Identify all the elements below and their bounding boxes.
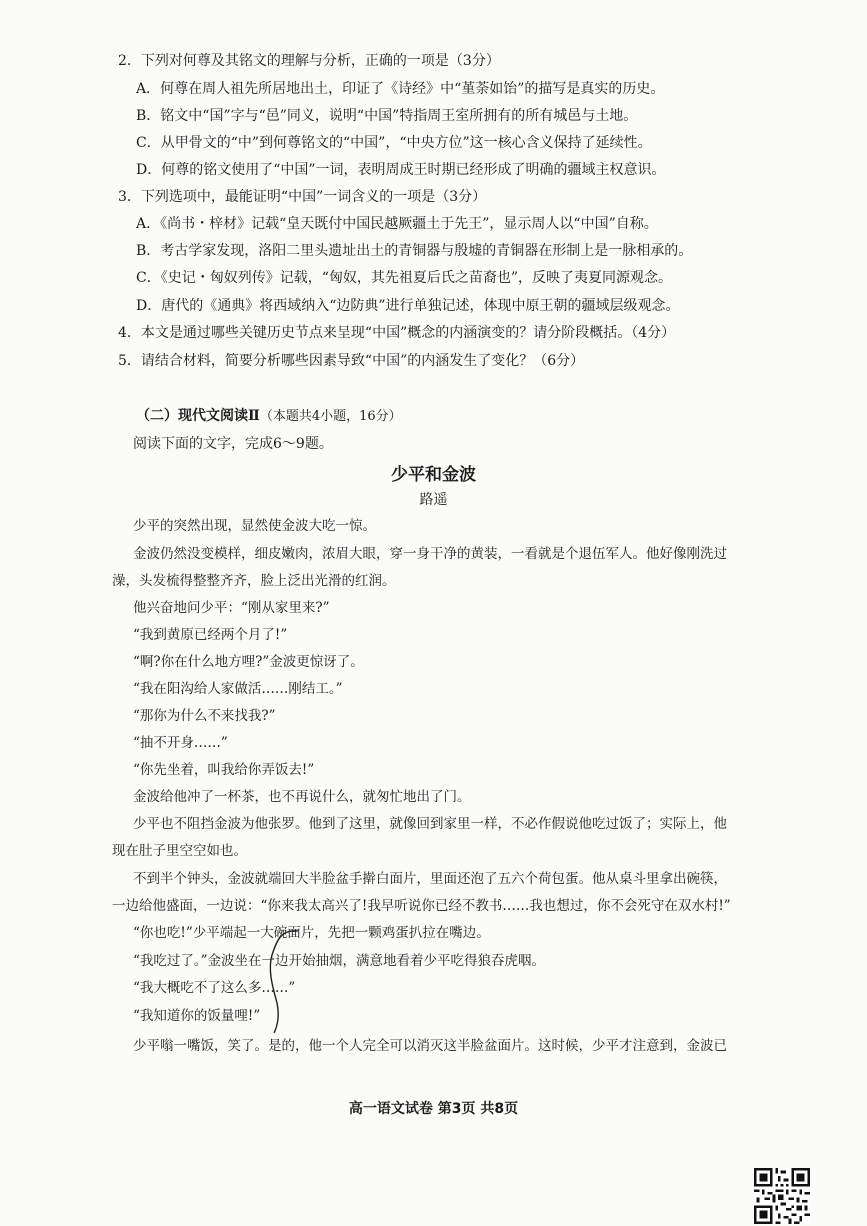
question-3-option-d: D．唐代的《通典》将西域纳入“边防典”进行单独记述，体现中原王朝的疆域层级观念。	[136, 298, 680, 314]
question-5-stem: 5．请结合材料，简要分析哪些因素导致“中国”的内涵发生了变化？（6分）	[118, 353, 585, 369]
section-instruction: 阅读下面的文字，完成6～9题。	[133, 436, 333, 452]
article-line: “你先坐着，叫我给你弄饭去!”	[133, 762, 315, 778]
question-3-option-c: C．《史记・匈奴列传》记载，“匈奴，其先祖夏后氏之苗裔也”，反映了夷夏同源观念。	[136, 270, 673, 286]
pen-mark	[250, 925, 310, 1035]
article-author: 路遥	[419, 492, 448, 508]
article-line: “我到黄原已经两个月了!”	[133, 627, 288, 643]
article-line: 少平也不阻挡金波为他张罗。他到了这里，就像回到家里一样，不必作假说他吃过饭了；实际上，他	[133, 816, 727, 832]
question-4-stem: 4．本文是通过哪些关键历史节点来呈现“中国”概念的内涵演变的？请分阶段概括。（4分）	[118, 325, 676, 341]
article-line: “那你为什么不来找我?”	[133, 708, 276, 724]
question-3-option-a: A．《尚书・梓材》记载“皇天既付中国民越厥疆土于先王”，显示周人以“中国”自称。	[136, 216, 658, 232]
article-line: 少平的突然出现，显然使金波大吃一惊。	[133, 518, 376, 534]
qr-code-icon	[754, 1168, 810, 1224]
article-line: 一边给他盛面，一边说：“你来我太高兴了!我早听说你已经不教书……我也想过，你不会死守在双水村!”	[112, 898, 731, 914]
section-heading-text: （二）现代文阅读Ⅱ	[136, 408, 260, 424]
article-line: 少平嗡一嘴饭，笑了。是的，他一个人完全可以消灭这半脸盆面片。这时候，少平才注意到，金波已	[133, 1038, 727, 1054]
article-line: “我在阳沟给人家做活……刚结工。”	[133, 681, 343, 697]
article-line: “抽不开身……”	[133, 735, 228, 751]
question-2-stem: 2．下列对何尊及其铭文的理解与分析，正确的一项是（3分）	[118, 53, 500, 69]
section-heading-note: （本题共4小题，16分）	[259, 409, 402, 424]
question-2-option-b: B．铭文中“国”字与“邑”同义，说明“中国”特指周王室所拥有的所有城邑与土地。	[136, 108, 638, 124]
question-3-stem: 3．下列选项中，最能证明“中国”一词含义的一项是（3分）	[118, 189, 487, 205]
article-line: “我吃过了。”金波坐在一边开始抽烟，满意地看着少平吃得狼吞虎咽。	[133, 953, 546, 969]
article-line: 现在肚子里空空如也。	[112, 843, 247, 859]
article-line: “你也吃!”少平端起一大碗面片，先把一颗鸡蛋扒拉在嘴边。	[133, 925, 490, 941]
article-line: 澡，头发梳得整整齐齐，脸上泛出光滑的红润。	[112, 573, 396, 589]
section-heading	[136, 405, 402, 425]
article-line: “啊?你在什么地方哩?”金波更惊讶了。	[133, 654, 364, 670]
article-line: “我大概吃不了这么多……”	[133, 980, 296, 996]
article-line: 不到半个钟头，金波就端回大半脸盆手擀白面片，里面还泡了五六个荷包蛋。他从桌斗里拿出碗筷，	[133, 871, 727, 887]
question-2-option-c: C．从甲骨文的“中”到何尊铭文的“中国”，“中央方位”这一核心含义保持了延续性。	[136, 135, 652, 151]
question-2-option-d: D．何尊的铭文使用了“中国”一词，表明周成王时期已经形成了明确的疆域主权意识。	[136, 162, 666, 178]
article-title: 少平和金波	[391, 465, 476, 485]
article-line: “我知道你的饭量哩!”	[133, 1008, 261, 1024]
question-3-option-b: B．考古学家发现，洛阳二里头遗址出土的青铜器与殷墟的青铜器在形制上是一脉相承的。	[136, 243, 693, 259]
article-line: 金波给他冲了一杯茶，也不再说什么，就匆忙地出了门。	[133, 789, 471, 805]
article-line: 金波仍然没变模样，细皮嫩肉，浓眉大眼，穿一身干净的黄装，一看就是个退伍军人。他好像刚洗过	[133, 546, 727, 562]
article-line: 他兴奋地问少平：“刚从家里来?”	[133, 600, 330, 616]
page-footer: 高一语文试卷 第3页 共8页	[348, 1101, 519, 1117]
question-2-option-a: A．何尊在周人祖先所居地出土，印证了《诗经》中“堇荼如饴”的描写是真实的历史。	[136, 81, 665, 97]
